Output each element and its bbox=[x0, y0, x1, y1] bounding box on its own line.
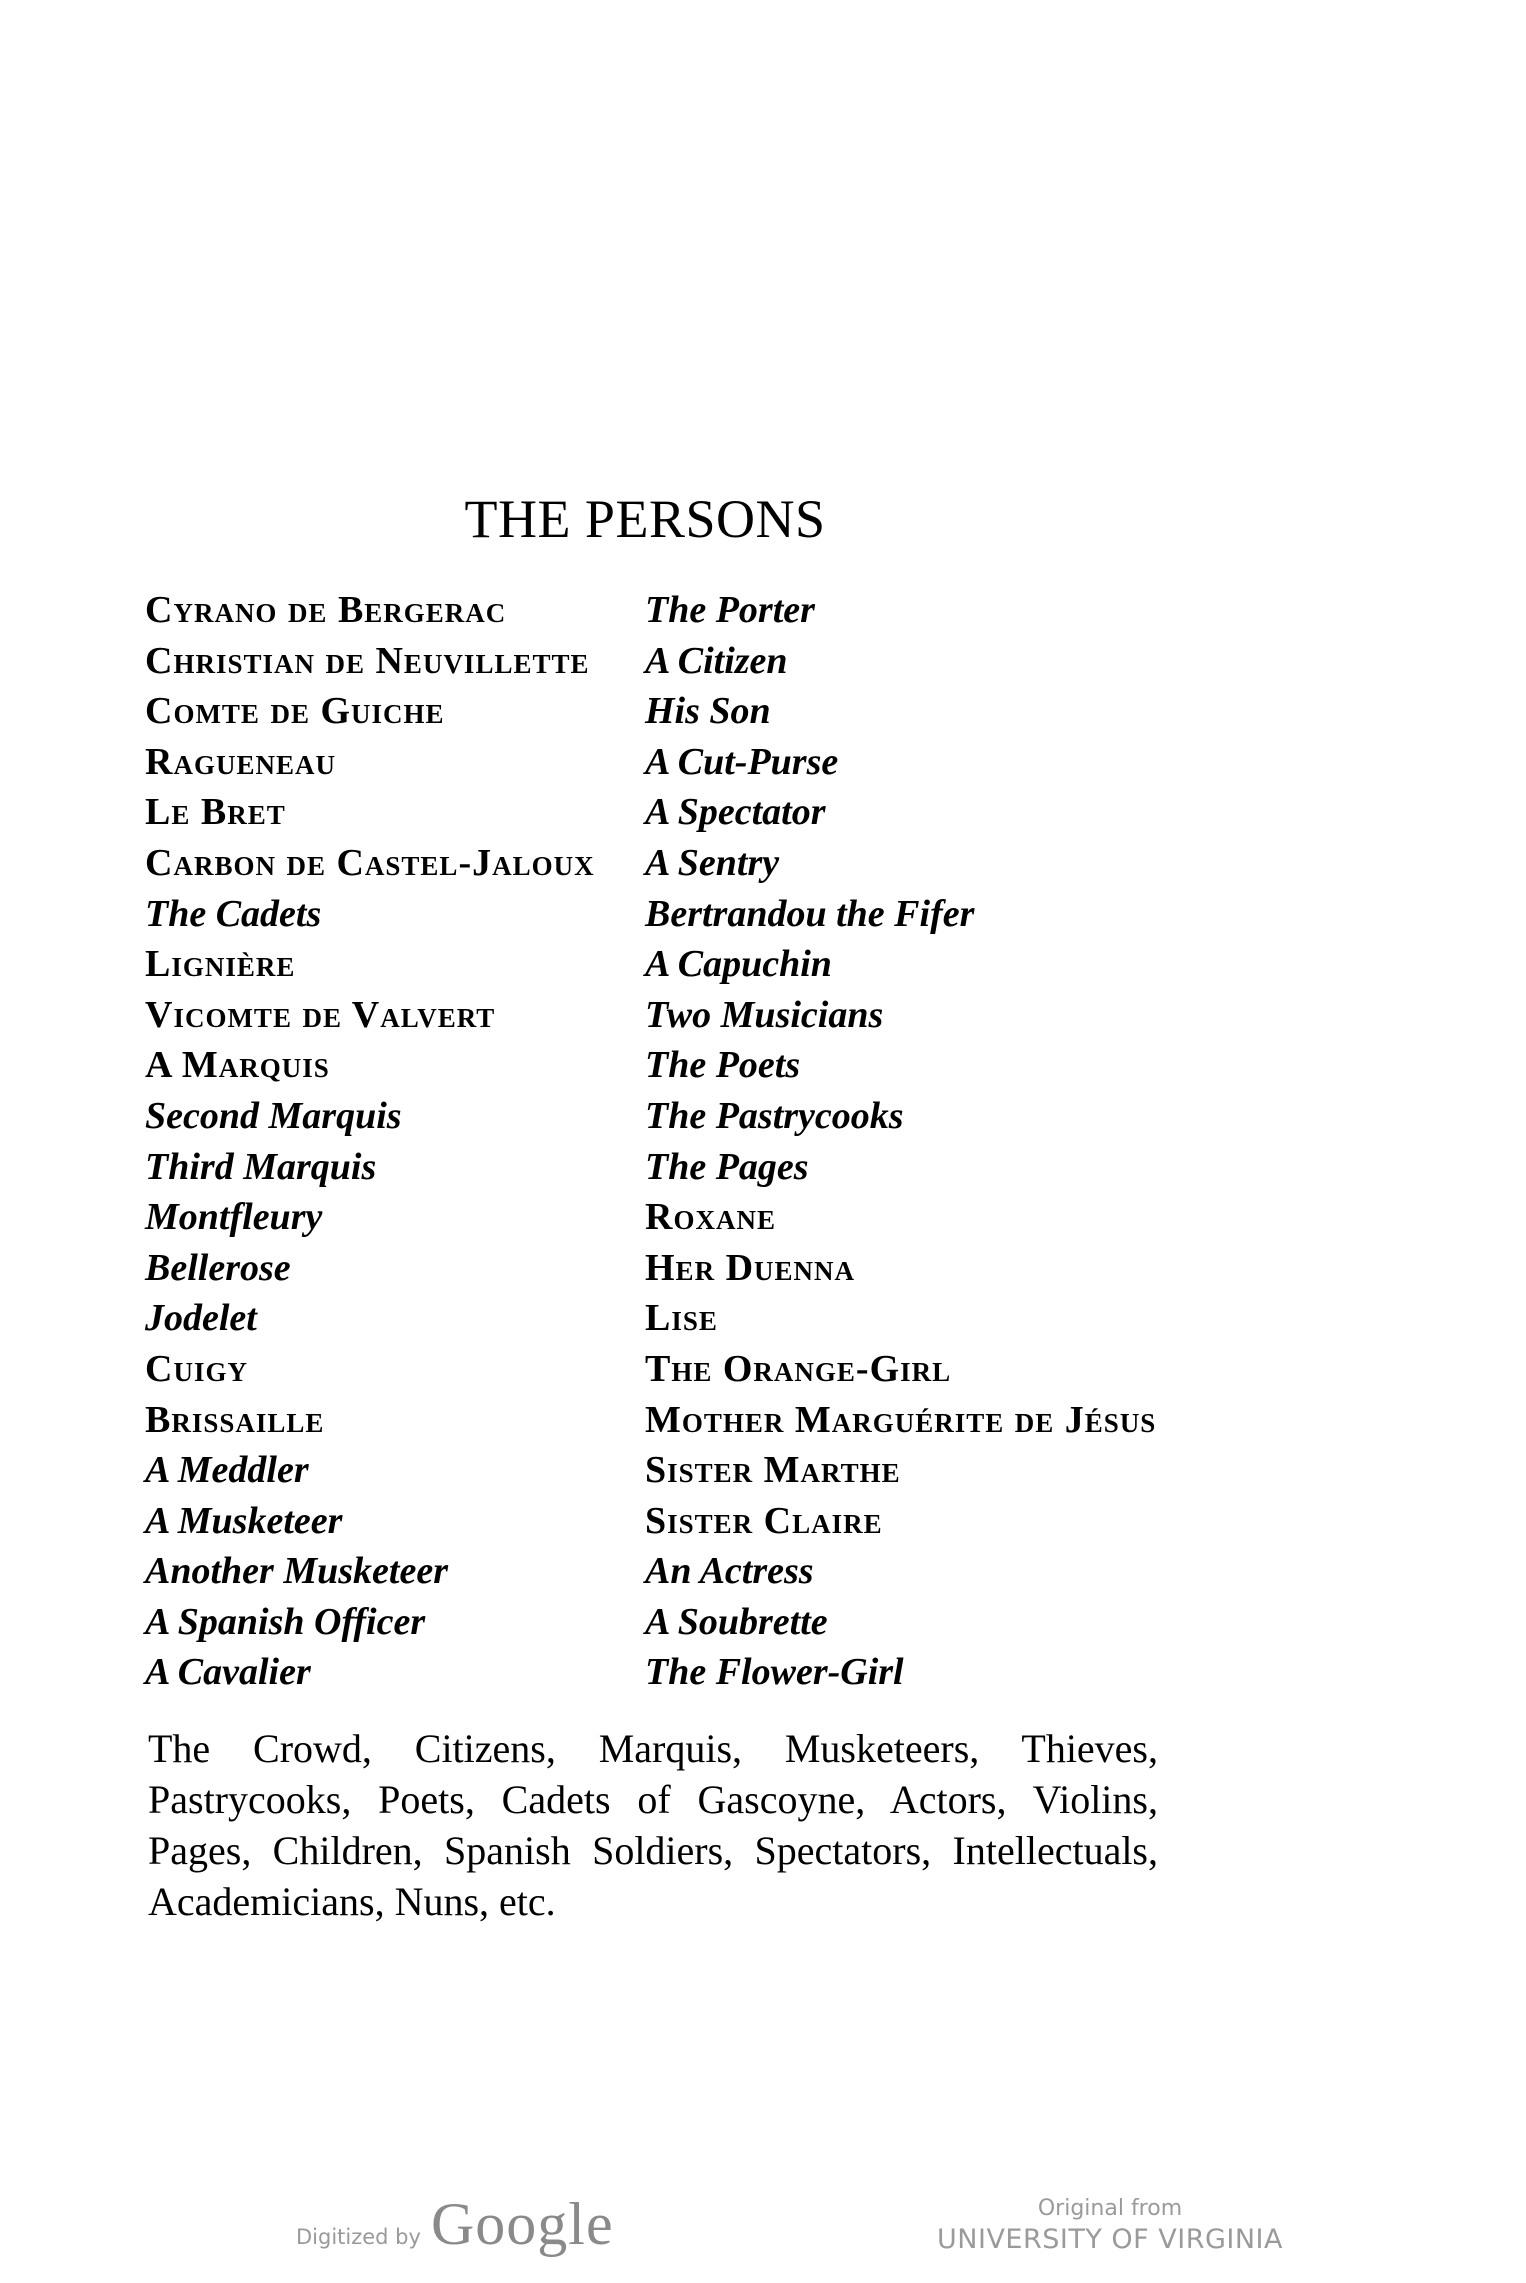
cast-member: A Soubrette bbox=[645, 1600, 828, 1643]
cast-member: The Poets bbox=[645, 1044, 801, 1087]
cast-member: A Cavalier bbox=[145, 1651, 311, 1694]
cast-member: Carbon de Castel-Jaloux bbox=[145, 841, 595, 884]
cast-member: A Meddler bbox=[145, 1449, 309, 1492]
cast-member: Christian de Neuvillette bbox=[145, 639, 590, 682]
cast-member: Brissaille bbox=[145, 1398, 325, 1441]
cast-member: Jodelet bbox=[145, 1297, 257, 1340]
cast-member: Lise bbox=[645, 1297, 718, 1340]
cast-member: An Actress bbox=[645, 1550, 814, 1593]
cast-member: Roxane bbox=[645, 1196, 776, 1239]
cast-member: Montfleury bbox=[145, 1196, 323, 1239]
cast-member: Second Marquis bbox=[145, 1094, 402, 1137]
cast-member: Vicomte de Valvert bbox=[145, 993, 496, 1036]
digitized-by-watermark bbox=[296, 2190, 614, 2259]
cast-member: The Pastrycooks bbox=[645, 1094, 904, 1137]
cast-member: Bellerose bbox=[145, 1246, 291, 1289]
page-title: THE PERSONS bbox=[464, 489, 826, 549]
cast-member: Cuigy bbox=[145, 1347, 248, 1390]
cast-member: Another Musketeer bbox=[145, 1550, 448, 1593]
cast-member: Ragueneau bbox=[145, 740, 336, 783]
cast-member: The Porter bbox=[645, 589, 815, 631]
cast-member: The Flower-Girl bbox=[645, 1651, 904, 1694]
cast-member: Bertrandou the Fifer bbox=[645, 892, 975, 935]
cast-member: Sister Claire bbox=[645, 1499, 883, 1542]
digitized-label: Digitized by bbox=[296, 2225, 421, 2249]
cast-member: Le Bret bbox=[145, 791, 286, 834]
cast-member: His Son bbox=[645, 690, 771, 733]
cast-list-right bbox=[645, 585, 1156, 1698]
google-logo: Google bbox=[430, 2191, 614, 2257]
cast-member: The Orange-Girl bbox=[645, 1347, 952, 1390]
cast-member: Comte de Guiche bbox=[145, 690, 445, 733]
cast-member: Cyrano de Bergerac bbox=[145, 589, 507, 631]
cast-member: Sister Marthe bbox=[645, 1449, 901, 1492]
institution-name: UNIVERSITY OF VIRGINIA bbox=[937, 2224, 1283, 2255]
original-from-label: Original from bbox=[1037, 2196, 1183, 2221]
cast-member: A Cut-Purse bbox=[645, 740, 839, 783]
cast-member: Two Musicians bbox=[645, 993, 884, 1036]
cast-member: A Capuchin bbox=[645, 943, 832, 986]
cast-member: A Citizen bbox=[645, 639, 788, 682]
original-source-watermark bbox=[900, 2195, 1320, 2257]
cast-member: Lignière bbox=[145, 943, 296, 986]
cast-member: A Spectator bbox=[645, 791, 826, 834]
cast-member: A Sentry bbox=[645, 841, 780, 884]
cast-member: Mother Marguérite de Jésus bbox=[645, 1398, 1157, 1441]
cast-member: Third Marquis bbox=[145, 1145, 377, 1188]
cast-member: A Spanish Officer bbox=[145, 1600, 426, 1643]
cast-member: The Cadets bbox=[145, 892, 322, 935]
cast-member: A Musketeer bbox=[145, 1499, 343, 1542]
cast-member: The Pages bbox=[645, 1145, 809, 1188]
cast-member: A Marquis bbox=[145, 1044, 330, 1087]
crowd-description: The Crowd, Citizens, Marquis, Musketeers, Thieves, Pastrycooks, Poets, Cadets of Gascoyne, Actors, Violins, Pages, Children, Spanish Soldiers, Spectators, Intellectuals, Academicians, Nuns, etc. bbox=[148, 1726, 1158, 1924]
cast-member: Her Duenna bbox=[645, 1246, 856, 1289]
cast-list-left bbox=[145, 585, 595, 1698]
